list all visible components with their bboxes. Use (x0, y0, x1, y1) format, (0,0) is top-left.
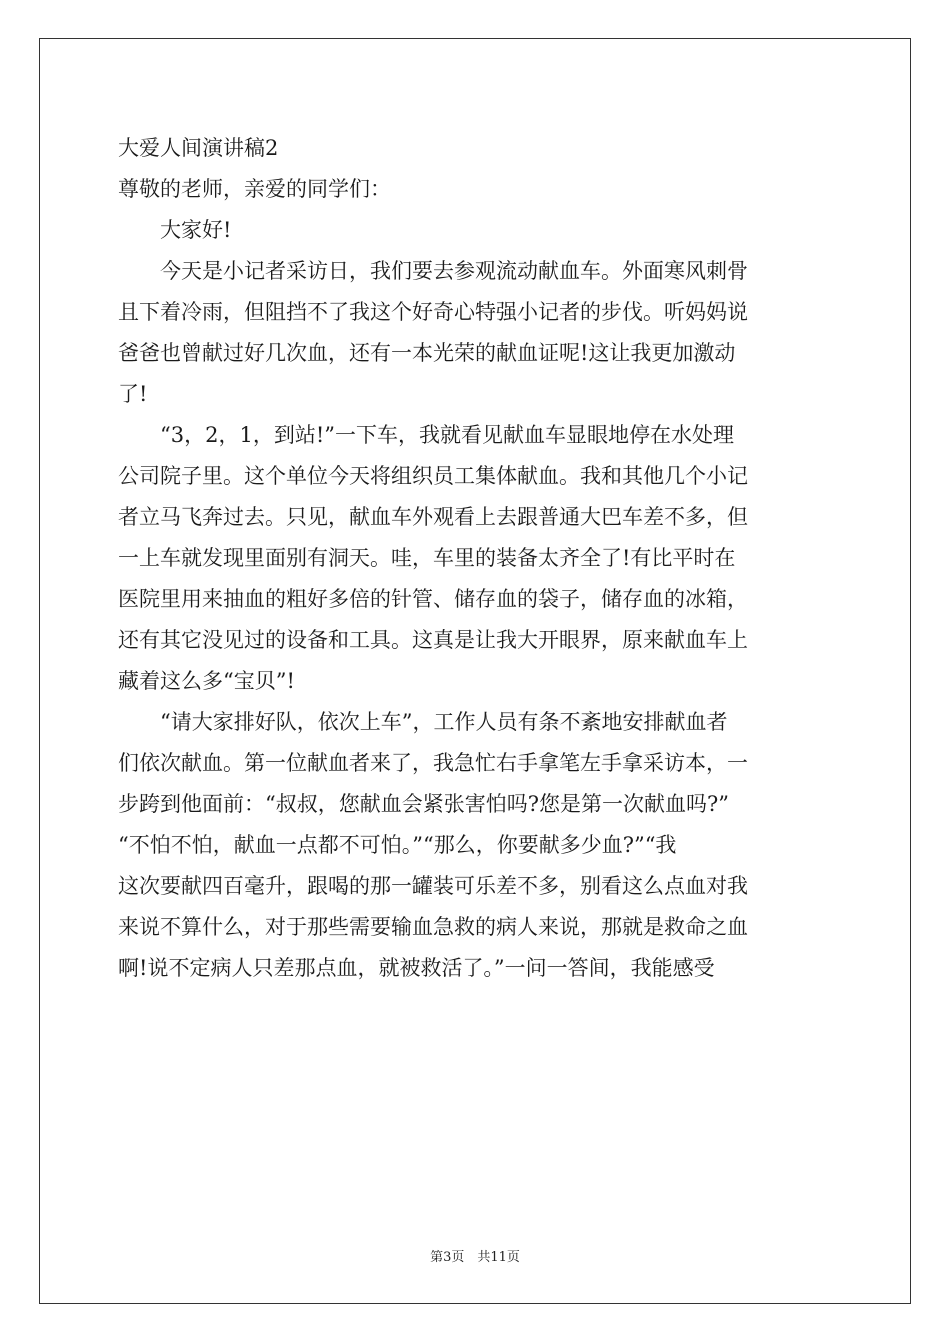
document-title: 大爱人间演讲稿2 (118, 136, 279, 160)
paragraph-line: 今天是小记者采访日，我们要去参观流动献血车。外面寒风刺骨 (118, 259, 748, 283)
paragraph-line: 爸爸也曾献过好几次血，还有一本光荣的献血证呢!这让我更加激动 (118, 341, 736, 365)
greeting: 大家好! (118, 218, 232, 242)
paragraph-line: 且下着冷雨，但阻挡不了我这个好奇心特强小记者的步伐。听妈妈说 (118, 300, 748, 324)
document-body (118, 128, 838, 989)
paragraph-1 (118, 251, 838, 415)
paragraph-line: “3，2，1，到站!”一下车，我就看见献血车显眼地停在水处理 (118, 423, 734, 447)
paragraph-line: 还有其它没见过的设备和工具。这真是让我大开眼界，原来献血车上 (118, 628, 748, 652)
paragraph-line: 了! (118, 382, 148, 406)
paragraph-line: 步跨到他面前：“叔叔，您献血会紧张害怕吗?您是第一次献血吗?” (118, 792, 729, 816)
page-footer: 第3页 共11页 (430, 1250, 520, 1265)
paragraph-line: 啊!说不定病人只差那点血，就被救活了。”一问一答间，我能感受 (118, 956, 715, 980)
paragraph-2 (118, 415, 838, 702)
paragraph-line: 公司院子里。这个单位今天将组织员工集体献血。我和其他几个小记 (118, 464, 748, 488)
paragraph-line: 一上车就发现里面别有洞天。哇，车里的装备太齐全了!有比平时在 (118, 546, 736, 570)
paragraph-line: 藏着这么多“宝贝”! (118, 669, 295, 693)
salutation: 尊敬的老师，亲爱的同学们： (118, 177, 391, 201)
paragraph-line: 们依次献血。第一位献血者来了，我急忙右手拿笔左手拿采访本，一 (118, 751, 748, 775)
paragraph-line: 来说不算什么，对于那些需要输血急救的病人来说，那就是救命之血 (118, 915, 748, 939)
paragraph-3 (118, 702, 838, 989)
paragraph-line: 者立马飞奔过去。只见，献血车外观看上去跟普通大巴车差不多，但 (118, 505, 748, 529)
paragraph-line: “请大家排好队，依次上车”，工作人员有条不紊地安排献血者 (118, 710, 728, 734)
paragraph-line: “不怕不怕，献血一点都不可怕。”“那么，你要献多少血?”“我 (118, 833, 677, 857)
paragraph-line: 医院里用来抽血的粗好多倍的针管、储存血的袋子，储存血的冰箱， (118, 587, 748, 611)
paragraph-line: 这次要献四百毫升，跟喝的那一罐装可乐差不多，别看这么点血对我 (118, 874, 748, 898)
